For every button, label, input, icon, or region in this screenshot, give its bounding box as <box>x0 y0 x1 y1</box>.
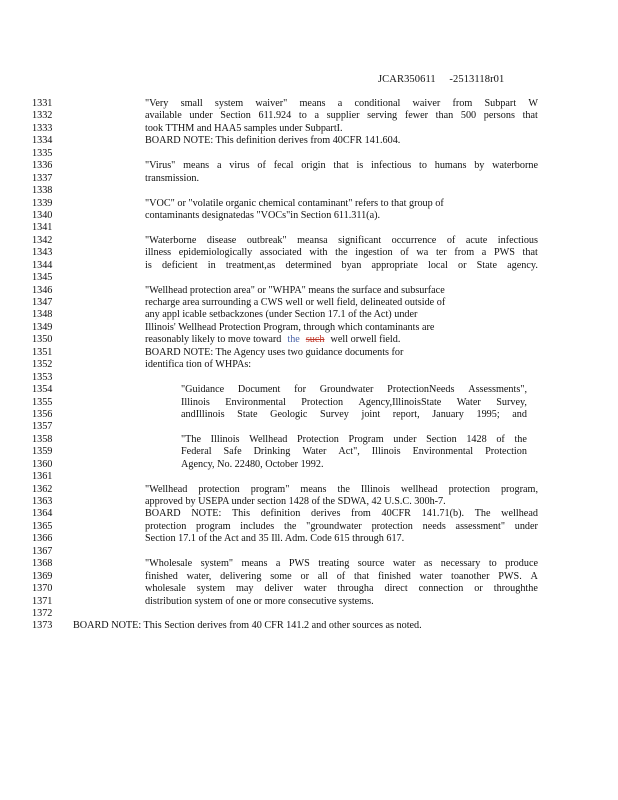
word: may <box>235 583 254 595</box>
word: for <box>294 384 306 396</box>
word: is <box>145 259 152 271</box>
line-text: "Wellhead protection area" or "WHPA" means the surface and subsurface <box>145 284 445 296</box>
word: that <box>522 247 538 259</box>
line-number: 1336 <box>32 160 53 172</box>
document-line <box>0 397 618 409</box>
word: of <box>400 247 409 259</box>
word: treating <box>318 558 350 570</box>
word: fewer <box>404 110 428 122</box>
word: includes <box>240 520 275 532</box>
word: occurrence <box>391 234 437 246</box>
document-line <box>0 421 618 433</box>
word: waiver <box>412 98 441 109</box>
word: ingestion <box>355 247 393 259</box>
document-line <box>0 347 618 359</box>
word: a <box>275 558 281 570</box>
line-number: 1363 <box>32 496 53 507</box>
line-text: contaminants designatedas "VOCs"in Section 611.311(a). <box>145 209 381 221</box>
word: appropriate <box>371 259 418 271</box>
word: some <box>270 570 292 582</box>
line-text <box>145 521 538 533</box>
document-line <box>0 110 618 122</box>
word: needs <box>422 520 446 532</box>
word: Protection <box>301 396 344 408</box>
document-line <box>0 198 618 210</box>
line-text: recharge area surrounding a CWS well or well field, delineated outside of <box>145 297 446 308</box>
word: that <box>353 570 370 582</box>
line-number: 1364 <box>32 508 53 520</box>
word: ProtectionNeeds <box>387 384 455 396</box>
word: 1428 <box>466 433 487 445</box>
line-text <box>145 558 538 570</box>
document-line <box>0 334 618 346</box>
word: Subpart <box>484 98 517 109</box>
line-text: approved by USEPA under section 1428 of the SDWA, 42 U.S.C. 300h-7. <box>145 496 446 507</box>
word: a <box>216 160 222 172</box>
word: direct <box>384 583 408 595</box>
line-number: 1360 <box>32 458 53 470</box>
line-number: 1373 <box>32 620 53 632</box>
word: under <box>393 433 417 445</box>
word: Document <box>237 384 281 396</box>
word: Wellhead <box>249 433 288 445</box>
word: Program <box>348 433 384 445</box>
line-text <box>145 260 538 272</box>
document-line <box>0 484 618 496</box>
word: Illinois <box>210 433 240 445</box>
document-line <box>0 471 618 483</box>
word: This <box>231 508 251 520</box>
word: Assessments", <box>468 384 527 396</box>
word: produce <box>505 558 538 570</box>
word: means <box>241 558 268 570</box>
word: "Very <box>145 98 169 109</box>
line-text <box>181 409 527 421</box>
word: all <box>317 570 328 582</box>
word: 1995; <box>476 408 500 420</box>
word: treatment,as <box>225 259 276 271</box>
line-text: BOARD NOTE: This definition derives from 40CFR 141.604. <box>145 135 401 147</box>
line-number: 1344 <box>32 259 53 271</box>
deleted-text: such <box>305 334 325 346</box>
word: serving <box>367 110 398 122</box>
document-line <box>0 583 618 595</box>
line-number: 1332 <box>32 110 53 122</box>
word: of <box>446 234 456 246</box>
line-number: 1340 <box>32 209 53 221</box>
word: under <box>514 520 538 532</box>
word: finished <box>378 570 411 582</box>
line-number: 1366 <box>32 533 53 545</box>
word: Survey <box>320 408 349 420</box>
document-line <box>0 235 618 247</box>
document-line <box>0 185 618 197</box>
line-number: 1358 <box>32 433 53 445</box>
word: source <box>357 558 385 570</box>
line-text: distribution system of one or more consecutive systems. <box>145 595 374 607</box>
line-number: 1367 <box>32 545 53 557</box>
word: Geologic <box>270 408 308 420</box>
line-text: BOARD NOTE: This Section derives from 40 CFR 141.2 and other sources as noted. <box>73 620 422 632</box>
word: PWS <box>288 558 310 570</box>
word: "Wellhead <box>145 483 188 495</box>
word: Illinois <box>360 483 390 495</box>
word: wholesale <box>145 583 186 595</box>
word: a <box>337 98 343 109</box>
word: 500 <box>460 110 477 122</box>
line-text <box>181 397 527 409</box>
word: a <box>481 247 487 259</box>
word: water <box>303 583 327 595</box>
word: system" <box>200 558 234 570</box>
word: infectious <box>371 160 412 172</box>
document-line <box>0 123 618 135</box>
word: under <box>189 110 213 122</box>
word: program, <box>500 483 538 495</box>
line-number: 1345 <box>32 272 53 284</box>
word: water, <box>186 570 212 582</box>
word: througha <box>337 583 374 595</box>
line-text <box>145 334 538 346</box>
word: 40CFR <box>381 508 411 520</box>
document-line <box>0 521 618 533</box>
word: 611.924 <box>258 110 292 122</box>
line-text <box>181 446 527 458</box>
word: program" <box>250 483 290 495</box>
word: Groundwater <box>319 384 374 396</box>
line-text: Section 17.1 of the Act and 35 Ill. Adm. Code 615 through 617. <box>145 533 405 545</box>
word: deliver <box>264 583 293 595</box>
word: with <box>309 247 328 259</box>
line-number: 1350 <box>32 334 53 346</box>
word: protection <box>145 520 187 532</box>
word: the <box>337 483 350 495</box>
word: system <box>214 98 244 109</box>
line-text <box>181 434 527 446</box>
document-line <box>0 508 618 520</box>
document-line <box>0 533 618 545</box>
word: the <box>335 247 348 259</box>
word: supplier <box>326 110 360 122</box>
word: by <box>474 160 485 172</box>
document-line <box>0 173 618 185</box>
word: throughthe <box>493 583 538 595</box>
word: from <box>452 98 473 109</box>
word: significant <box>338 234 382 246</box>
word: A <box>530 570 538 582</box>
document-line <box>0 434 618 446</box>
line-text <box>145 235 538 247</box>
line-number: 1355 <box>32 396 53 408</box>
line-number: 1369 <box>32 570 53 582</box>
document-line <box>0 446 618 458</box>
word: Environmental <box>412 446 474 458</box>
word: Illinois <box>181 396 210 408</box>
line-number: 1354 <box>32 384 53 396</box>
word: available <box>145 110 182 122</box>
word: "Wholesale <box>145 558 193 570</box>
word: "Guidance <box>181 384 225 396</box>
word: local <box>428 259 448 271</box>
word: or <box>300 570 309 582</box>
word: or <box>474 583 483 595</box>
word: State <box>476 259 497 271</box>
word: Protection <box>297 433 339 445</box>
word: 141.71(b). <box>421 508 465 520</box>
word: joint <box>361 408 381 420</box>
word: January <box>432 408 464 420</box>
word: protection <box>371 520 413 532</box>
document-line <box>0 260 618 272</box>
line-text <box>145 583 538 595</box>
word: persons <box>483 110 515 122</box>
word: Section <box>220 110 251 122</box>
word: byan <box>341 259 362 271</box>
word: associated <box>259 247 302 259</box>
word: Survey, <box>496 396 527 408</box>
line-number: 1334 <box>32 135 53 147</box>
document-line <box>0 160 618 172</box>
word: Safe <box>223 446 242 458</box>
word: wa <box>416 247 429 259</box>
word: from <box>351 508 371 520</box>
line-text: BOARD NOTE: The Agency uses two guidance documents for <box>145 346 404 358</box>
word: wellhead <box>400 483 438 495</box>
word: water <box>392 558 416 570</box>
line-text <box>181 384 527 396</box>
word: PWS <box>493 247 515 259</box>
word: than <box>435 110 454 122</box>
word: meansa <box>297 234 328 246</box>
line-number: 1361 <box>32 471 53 483</box>
word: of <box>496 433 505 445</box>
document-line <box>0 384 618 396</box>
line-number: 1339 <box>32 197 53 209</box>
word: the <box>514 433 527 445</box>
word: protection <box>448 483 490 495</box>
word: and <box>512 408 527 420</box>
line-number: 1341 <box>32 222 53 234</box>
word: to <box>488 558 497 570</box>
word: "The <box>181 433 201 445</box>
line-number: 1343 <box>32 247 53 259</box>
word: or <box>457 259 467 271</box>
word: agency. <box>507 259 538 271</box>
line-text: any appl icable setbackzones (under Section 17.1 of the Act) under <box>145 309 418 321</box>
word: outbreak" <box>246 234 287 246</box>
line-number: 1356 <box>32 408 53 420</box>
word: Protection <box>485 446 527 458</box>
document-line <box>0 608 618 620</box>
document-body <box>0 98 618 633</box>
word: derives <box>310 508 341 520</box>
inserted-text: the <box>287 334 300 346</box>
word: Agency,IllinoisState <box>358 396 442 408</box>
word: a <box>314 110 320 122</box>
word: system <box>196 583 226 595</box>
word: Section <box>426 433 457 445</box>
line-number: 1352 <box>32 359 53 371</box>
word: "Virus" <box>145 160 176 172</box>
word: program <box>196 520 231 532</box>
document-line <box>0 148 618 160</box>
line-number: 1357 <box>32 421 53 433</box>
line-text: identifica tion of WHPAs: <box>145 359 252 371</box>
word: Water <box>456 396 481 408</box>
document-line <box>0 98 618 110</box>
line-text <box>145 110 538 122</box>
line-text: transmission. <box>145 172 200 184</box>
word: illness <box>145 247 172 259</box>
word: disease <box>206 234 237 246</box>
document-line <box>0 596 618 608</box>
line-text <box>145 160 538 172</box>
word: from <box>454 247 475 259</box>
word: connection <box>418 583 464 595</box>
word: the <box>283 520 297 532</box>
document-line <box>0 558 618 570</box>
word: waterborne <box>492 160 538 172</box>
word: State <box>237 408 258 420</box>
word: conditional <box>354 98 401 109</box>
word: definition <box>260 508 301 520</box>
document-line <box>0 496 618 508</box>
word: wellhead <box>501 508 538 520</box>
word: virus <box>229 160 250 172</box>
line-number: 1371 <box>32 595 53 607</box>
document-line <box>0 272 618 284</box>
word: means <box>300 483 327 495</box>
line-number: 1353 <box>32 371 53 383</box>
document-line <box>0 372 618 384</box>
line-text: Illinois' Wellhead Protection Program, through which contaminants are <box>145 321 435 333</box>
word: determined <box>285 259 332 271</box>
word: Water <box>302 446 327 458</box>
document-line <box>0 210 618 222</box>
line-number: 1331 <box>32 98 53 109</box>
document-line <box>0 247 618 259</box>
line-number: 1348 <box>32 309 53 321</box>
line-number: 1347 <box>32 297 53 308</box>
word: epidemiologically <box>178 247 253 259</box>
word: small <box>180 98 203 109</box>
line-number: 1335 <box>32 147 53 159</box>
word: means <box>299 98 326 109</box>
document-line <box>0 222 618 234</box>
word: infectious <box>497 234 538 246</box>
word: of <box>336 570 346 582</box>
word: andIllinois <box>181 408 225 420</box>
word: ter <box>435 247 447 259</box>
line-number: 1351 <box>32 346 53 358</box>
word: acute <box>465 234 488 246</box>
line-number: 1346 <box>32 284 53 296</box>
word: origin <box>301 160 326 172</box>
word: means <box>183 160 210 172</box>
line-number: 1349 <box>32 321 53 333</box>
line-number: 1333 <box>32 122 53 134</box>
document-line <box>0 297 618 309</box>
word: "Waterborne <box>145 234 197 246</box>
word: finished <box>145 570 178 582</box>
word: to <box>419 160 427 172</box>
document-line <box>0 459 618 471</box>
word: W <box>528 98 538 109</box>
word: fecal <box>273 160 294 172</box>
word: water <box>419 570 443 582</box>
line-number: 1337 <box>32 172 53 184</box>
document-line <box>0 409 618 421</box>
document-line <box>0 359 618 371</box>
word: protection <box>198 483 240 495</box>
document-line <box>0 322 618 334</box>
word: NOTE: <box>191 508 222 520</box>
word: Federal <box>181 446 212 458</box>
line-text <box>145 247 538 259</box>
line-text <box>145 571 538 583</box>
word: in <box>207 259 216 271</box>
word: assessment" <box>455 520 505 532</box>
line-text: "VOC" or "volatile organic chemical contaminant" refers to that group of <box>145 197 444 209</box>
document-line <box>0 620 618 632</box>
line-text: Agency, No. 22480, October 1992. <box>181 458 324 470</box>
word: waiver" <box>255 98 288 109</box>
word: that <box>333 160 349 172</box>
line-text <box>145 98 538 110</box>
line-number: 1338 <box>32 185 53 197</box>
line-text-segment: reasonably likely to move toward <box>145 334 282 346</box>
line-number: 1362 <box>32 483 53 495</box>
word: BOARD <box>145 508 181 520</box>
document-line <box>0 135 618 147</box>
word: humans <box>434 160 467 172</box>
word: "groundwater <box>306 520 362 532</box>
word: Act", <box>338 446 360 458</box>
word: necessary <box>440 558 481 570</box>
line-number: 1368 <box>32 558 53 570</box>
word: Illinois <box>371 446 401 458</box>
word: to <box>298 110 307 122</box>
line-number: 1342 <box>32 234 53 246</box>
line-text <box>145 484 538 496</box>
word: delivering <box>220 570 262 582</box>
line-text <box>145 508 538 520</box>
word: of <box>257 160 266 172</box>
document-line <box>0 285 618 297</box>
line-number: 1365 <box>32 520 53 532</box>
line-text: took TTHM and HAA5 samples under SubpartI. <box>145 122 343 134</box>
word: PWS. <box>498 570 522 582</box>
word: as <box>423 558 433 570</box>
line-number: 1359 <box>32 446 53 458</box>
word: report, <box>392 408 420 420</box>
word: The <box>474 508 491 520</box>
document-line <box>0 571 618 583</box>
line-number: 1372 <box>32 607 53 619</box>
word: is <box>356 160 364 172</box>
line-number: 1370 <box>32 583 53 595</box>
word: Drinking <box>253 446 291 458</box>
document-line <box>0 309 618 321</box>
document-id-header: JCAR350611 -2513118r01 <box>378 74 505 85</box>
word: deficient <box>161 259 198 271</box>
document-line <box>0 546 618 558</box>
word: toanother <box>451 570 490 582</box>
word: that <box>522 110 538 122</box>
line-text-segment: well orwell field. <box>330 334 401 346</box>
word: Environmental <box>225 396 286 408</box>
